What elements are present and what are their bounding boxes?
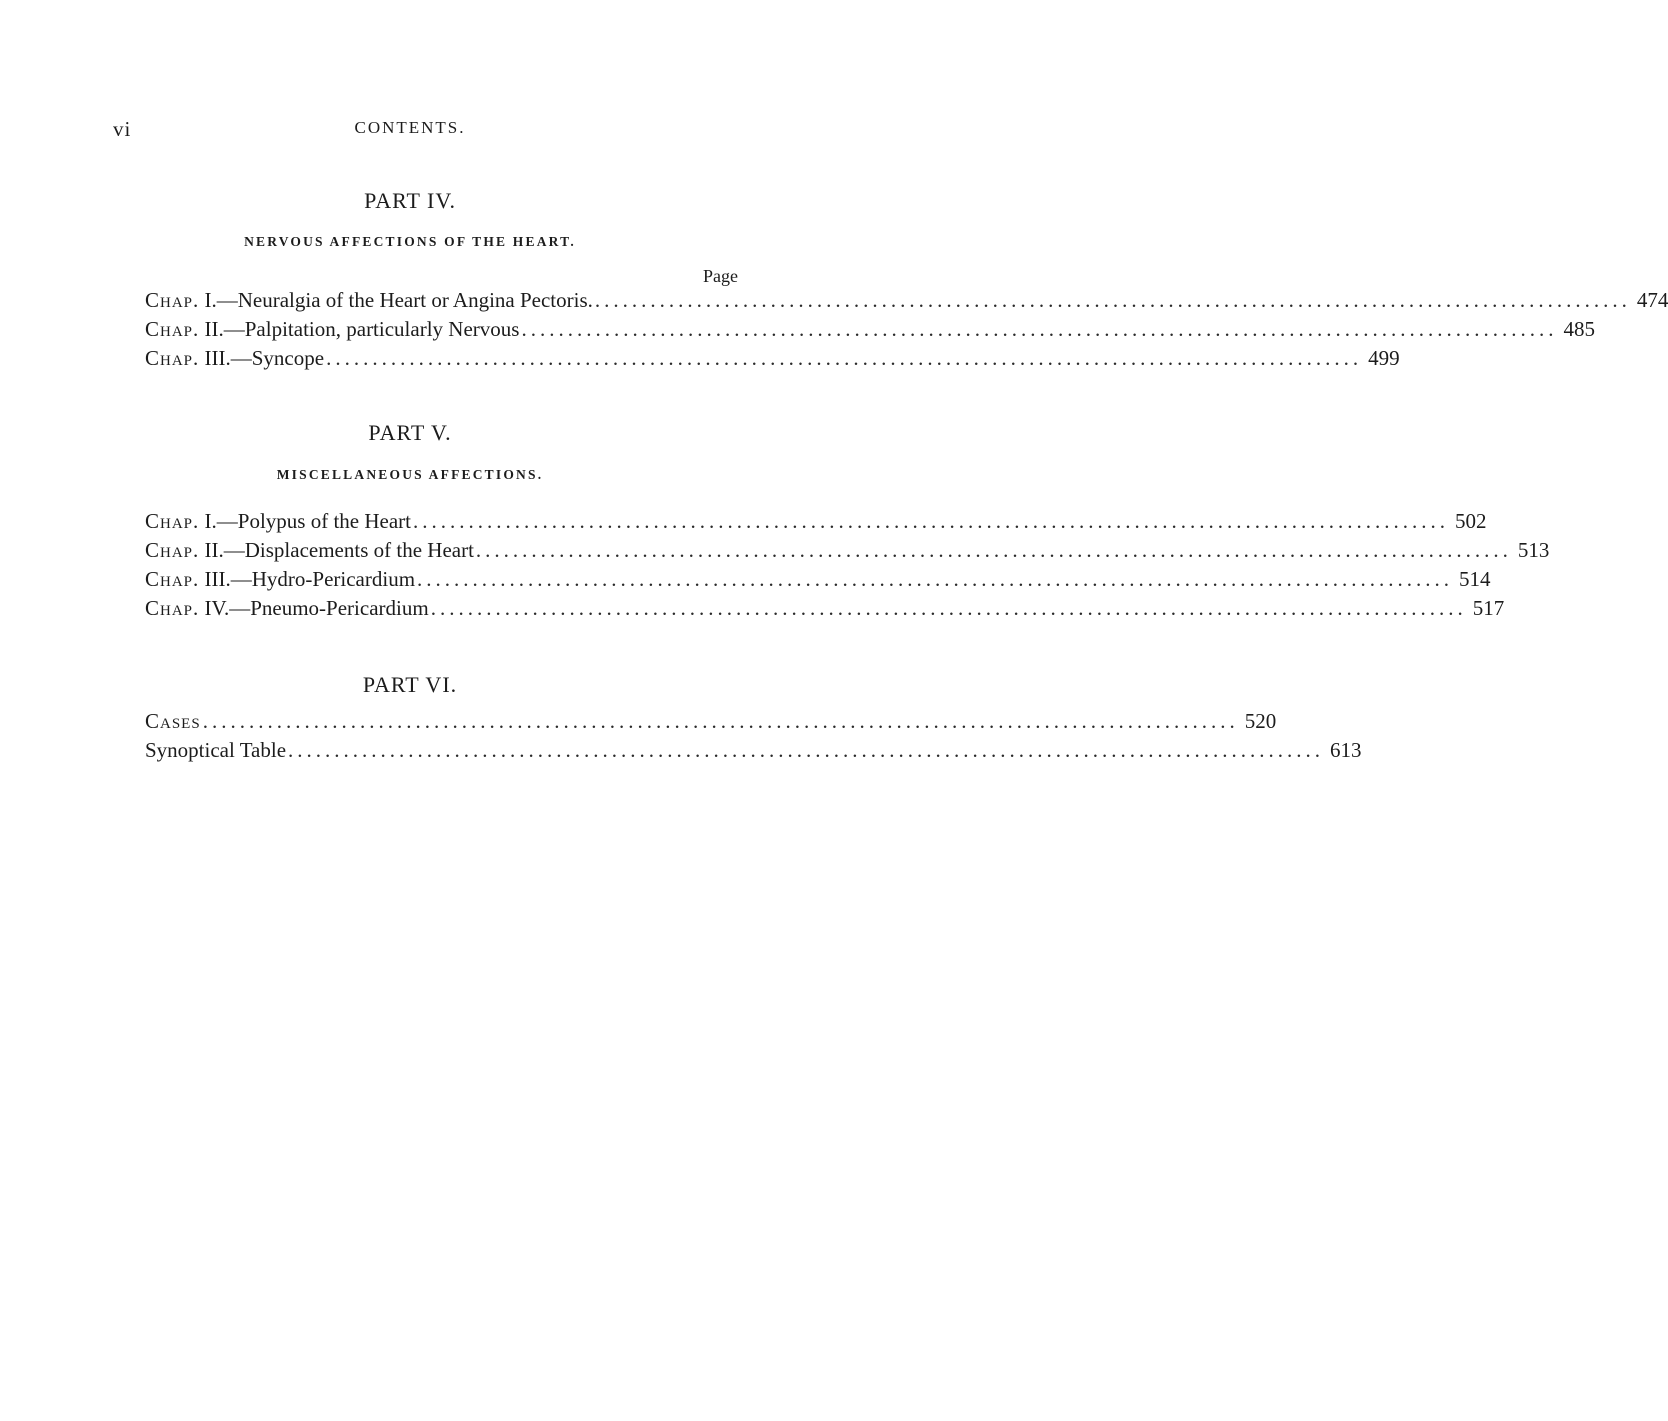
- toc-entry: [145, 315, 1595, 343]
- entry-page: 499: [1368, 346, 1400, 370]
- toc-entry: [145, 736, 1362, 764]
- entry-title: III.—Hydro-Pericardium: [199, 567, 416, 591]
- dot-leader: ................................................................................................................: [202, 709, 1239, 733]
- toc-entry: [145, 565, 1491, 593]
- entry-title: I.—Neuralgia of the Heart or Angina Pectoris.: [199, 288, 593, 312]
- entry-page: 613: [1330, 738, 1362, 762]
- chapter-prefix: Chap.: [145, 346, 200, 370]
- part-iv-title: PART IV.: [364, 188, 456, 213]
- entry-page: 474: [1636, 288, 1668, 312]
- chapter-prefix: Chap.: [145, 317, 200, 341]
- dot-leader: ................................................................................................................: [326, 346, 1363, 370]
- part-iv-subtitle: NERVOUS AFFECTIONS OF THE HEART.: [244, 234, 576, 249]
- dot-leader: ................................................................................................................: [288, 738, 1325, 762]
- chapter-prefix: Chap.: [145, 538, 200, 562]
- entry-title: IV.—Pneumo-Pericardium: [199, 596, 429, 620]
- part-v-title: PART V.: [368, 420, 452, 445]
- chapter-prefix: Chap.: [145, 509, 200, 533]
- chapter-prefix: Chap.: [145, 567, 200, 591]
- entry-page: 502: [1454, 509, 1487, 533]
- entry-title: II.—Displacements of the Heart: [199, 538, 474, 562]
- page-column-label: Page: [703, 266, 738, 286]
- dot-leader: ................................................................................................................: [430, 596, 1467, 620]
- toc-entry: [145, 344, 1400, 372]
- entry-page: 513: [1517, 538, 1550, 562]
- entry-page: 485: [1563, 317, 1595, 341]
- entry-page: 520: [1244, 709, 1277, 733]
- chapter-prefix: Chap.: [145, 288, 200, 312]
- entry-title: III.—Syncope: [199, 346, 325, 370]
- chapter-prefix: Chap.: [145, 596, 200, 620]
- entry-title: Synoptical Table: [145, 738, 287, 762]
- running-title: CONTENTS.: [354, 118, 466, 137]
- page-number: vi: [113, 117, 132, 141]
- part-v-subtitle: MISCELLANEOUS AFFECTIONS.: [276, 467, 544, 482]
- dot-leader: ................................................................................................................: [594, 288, 1631, 312]
- part-vi-title: PART VI.: [362, 672, 458, 697]
- toc-entry: [145, 507, 1487, 535]
- dot-leader: ................................................................................................................: [417, 567, 1454, 591]
- entry-page: 514: [1459, 567, 1491, 591]
- entry-page: 517: [1472, 596, 1505, 620]
- toc-entry: [145, 286, 1668, 314]
- dot-leader: ................................................................................................................: [521, 317, 1558, 341]
- dot-leader: ................................................................................................................: [475, 538, 1512, 562]
- entry-title: II.—Palpitation, particularly Nervous: [199, 317, 520, 341]
- toc-entry: [145, 707, 1277, 735]
- toc-entry: [145, 536, 1550, 564]
- cases-label: Cases: [145, 709, 201, 733]
- entry-title: I.—Polypus of the Heart: [199, 509, 411, 533]
- dot-leader: ................................................................................................................: [412, 509, 1449, 533]
- toc-entry: [145, 594, 1505, 622]
